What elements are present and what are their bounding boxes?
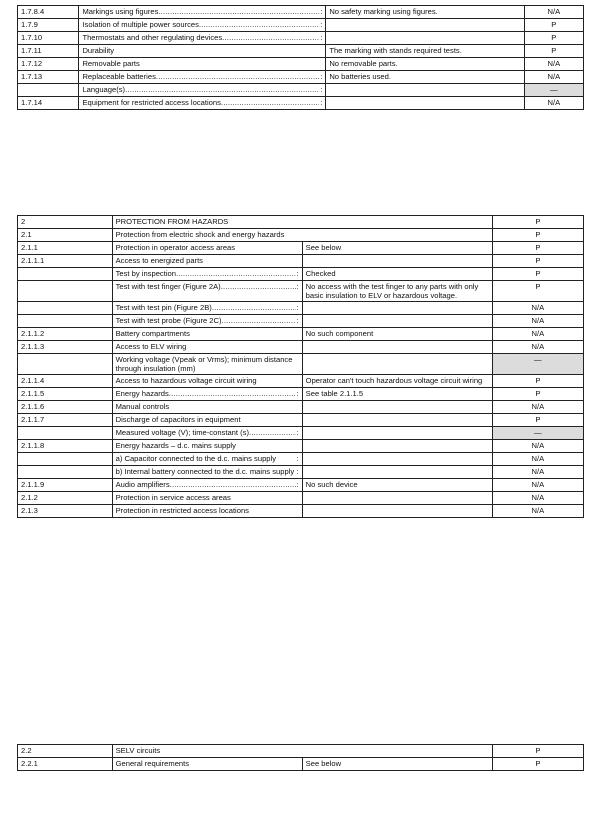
table-row [18,97,584,110]
verdict-cell: P [524,45,583,58]
clause-number: 2.1 [18,229,113,242]
leader-colon: : [296,454,299,463]
requirement-cell [112,388,302,401]
clause-table-3 [17,744,584,771]
requirement-text: Equipment for restricted access locations [82,98,221,107]
requirement-text: Access to energized parts [115,256,203,265]
verdict-cell: N/A [492,466,583,479]
result-remark: No such component [302,328,492,341]
requirement-cell [79,19,326,32]
leader-colon: : [296,467,299,476]
leader-colon: : [296,480,299,489]
verdict-cell: N/A [492,401,583,414]
requirement-cell [112,315,302,328]
leader-colon: : [296,282,299,291]
clause-number: 2.1.1.7 [18,414,113,427]
verdict-cell: P [492,268,583,281]
requirement-text: SELV circuits [115,746,161,755]
verdict-cell: N/A [492,440,583,453]
verdict-cell: N/A [492,492,583,505]
verdict-cell: P [492,216,583,229]
result-remark [302,341,492,354]
verdict-cell: N/A [492,302,583,315]
verdict-cell: N/A [524,97,583,110]
clause-number [18,354,113,375]
clause-number: 2.1.1 [18,242,113,255]
requirement-text: Energy hazards – d.c. mains supply [115,441,236,450]
verdict-cell: P [492,255,583,268]
leader-dots [199,20,319,29]
table-row [18,6,584,19]
requirement-cell [112,216,492,229]
requirement-cell [112,401,302,414]
requirement-text: Energy hazards [115,389,169,398]
table-row [18,268,584,281]
clause-number: 2.2.1 [18,758,113,771]
table-row [18,315,584,328]
leader-colon: : [296,316,299,325]
verdict-cell: N/A [492,315,583,328]
requirement-cell [79,32,326,45]
requirement-text: Test with test pin (Figure 2B) [115,303,212,312]
result-remark [302,255,492,268]
verdict-cell: N/A [524,6,583,19]
clause-number: 1.7.12 [18,58,79,71]
result-remark: No batteries used. [326,71,524,84]
table-row [18,479,584,492]
result-remark [326,32,524,45]
requirement-text: Removable parts [82,59,140,68]
requirement-text: Working voltage (Vpeak or Vrms); minimum distance through insulation (mm) [115,355,293,373]
table-row [18,341,584,354]
table-row [18,216,584,229]
clause-number [18,281,113,302]
leader-dots [170,480,296,489]
leader-dots [249,428,296,437]
requirement-cell [79,84,326,97]
clause-number [18,453,113,466]
requirement-cell [112,414,302,427]
clause-number: 2.1.1.4 [18,375,113,388]
leader-dots [158,7,319,16]
result-remark: Operator can't touch hazardous voltage circuit wiring [302,375,492,388]
table-row [18,427,584,440]
requirement-text: Access to hazardous voltage circuit wiring [115,376,257,385]
clause-number: 1.7.13 [18,71,79,84]
verdict-cell: P [492,375,583,388]
result-remark [302,354,492,375]
requirement-cell [79,6,326,19]
leader-dots [222,316,296,325]
requirement-text: Audio amplifiers [115,480,170,489]
table-row [18,388,584,401]
table-row [18,492,584,505]
clause-number: 2.1.1.3 [18,341,113,354]
clause-number: 2.1.1.2 [18,328,113,341]
requirement-text: Markings using figures [82,7,159,16]
requirement-cell [112,302,302,315]
verdict-cell: — [524,84,583,97]
leader-colon: : [296,428,299,437]
clause-number [18,315,113,328]
requirement-text: Isolation of multiple power sources [82,20,199,29]
clause-number: 2.1.1.5 [18,388,113,401]
result-remark: The marking with stands required tests. [326,45,524,58]
leader-dots [221,98,319,107]
leader-colon: : [320,98,323,107]
clause-number: 2.1.1.8 [18,440,113,453]
clause-number [18,268,113,281]
requirement-text: Access to ELV wiring [115,342,187,351]
table-row [18,242,584,255]
table-row [18,375,584,388]
result-remark [302,505,492,518]
requirement-text: Protection in restricted access locations [115,506,249,515]
requirement-cell [112,505,302,518]
leader-colon: : [296,303,299,312]
table-row [18,84,584,97]
clause-number [18,302,113,315]
leader-dots [212,303,296,312]
leader-colon: : [320,72,323,81]
leader-dots [169,389,296,398]
requirement-cell [112,375,302,388]
requirement-text: Protection from electric shock and energy hazards [115,230,285,239]
table-row [18,354,584,375]
requirement-text: Replaceable batteries [82,72,156,81]
verdict-cell: N/A [492,341,583,354]
result-remark [302,440,492,453]
clause-table-2 [17,215,584,518]
verdict-cell: P [492,745,583,758]
table-row [18,745,584,758]
requirement-text: PROTECTION FROM HAZARDS [115,217,229,226]
clause-number: 1.7.14 [18,97,79,110]
leader-colon: : [320,7,323,16]
requirement-cell [79,71,326,84]
requirement-cell [112,242,302,255]
requirement-text: Test by inspection [115,269,176,278]
requirement-cell [112,354,302,375]
requirement-cell [79,58,326,71]
leader-dots [156,72,319,81]
clause-number: 1.7.8.4 [18,6,79,19]
table-row [18,71,584,84]
verdict-cell: N/A [524,71,583,84]
clause-number: 2.2 [18,745,113,758]
clause-number: 2.1.1.1 [18,255,113,268]
requirement-cell [112,440,302,453]
result-remark [302,315,492,328]
requirement-text: Manual controls [115,402,170,411]
requirement-cell [79,97,326,110]
verdict-cell: P [524,32,583,45]
result-remark [302,453,492,466]
requirement-text: Protection in service access areas [115,493,231,502]
table-row [18,453,584,466]
requirement-text: Battery compartments [115,329,190,338]
verdict-cell: — [492,427,583,440]
verdict-cell: P [492,229,583,242]
requirement-cell [112,479,302,492]
clause-number: 1.7.9 [18,19,79,32]
result-remark [326,97,524,110]
requirement-text: Thermostats and other regulating devices [82,33,223,42]
requirement-cell [112,268,302,281]
leader-dots [221,282,296,291]
requirement-cell [112,255,302,268]
requirement-cell [112,328,302,341]
clause-number: 1.7.10 [18,32,79,45]
requirement-text: General requirements [115,759,190,768]
requirement-text: Test with test probe (Figure 2C) [115,316,222,325]
table-row [18,328,584,341]
verdict-cell: P [492,414,583,427]
leader-dots [222,33,319,42]
clause-table-1 [17,5,584,110]
clause-number [18,84,79,97]
clause-number: 2.1.1.6 [18,401,113,414]
result-remark [302,492,492,505]
requirement-text: a) Capacitor connected to the d.c. mains supply [115,454,277,463]
leader-colon: : [320,33,323,42]
requirement-cell [112,466,302,479]
table-row [18,302,584,315]
requirement-cell [79,45,326,58]
clause-number: 2.1.2 [18,492,113,505]
verdict-cell: — [492,354,583,375]
requirement-text: Durability [82,46,115,55]
verdict-cell: P [524,19,583,32]
requirement-cell [112,745,492,758]
requirement-text: Measured voltage (V); time-constant (s) [115,428,249,437]
table-row [18,401,584,414]
requirement-cell [112,427,302,440]
clause-number: 2 [18,216,113,229]
table-row [18,58,584,71]
leader-dots [125,85,319,94]
verdict-cell: N/A [524,58,583,71]
result-remark [326,19,524,32]
clause-number: 2.1.1.9 [18,479,113,492]
table-row [18,255,584,268]
requirement-text: Test with test finger (Figure 2A) [115,282,221,291]
clause-number [18,466,113,479]
requirement-cell [112,341,302,354]
requirement-cell [112,758,302,771]
result-remark [302,427,492,440]
verdict-cell: N/A [492,453,583,466]
result-remark: No safety marking using figures. [326,6,524,19]
table-row [18,19,584,32]
table-row [18,414,584,427]
verdict-cell: N/A [492,328,583,341]
clause-number: 1.7.11 [18,45,79,58]
result-remark: No access with the test finger to any parts with only basic insulation to ELV or hazardous voltage. [302,281,492,302]
result-remark: Checked [302,268,492,281]
result-remark: No removable parts. [326,58,524,71]
verdict-cell: P [492,388,583,401]
requirement-text: Protection in operator access areas [115,243,236,252]
requirement-cell [112,453,302,466]
verdict-cell: N/A [492,505,583,518]
table-row [18,45,584,58]
table-row [18,758,584,771]
requirement-cell [112,492,302,505]
leader-colon: : [296,269,299,278]
result-remark: See below [302,758,492,771]
result-remark [302,466,492,479]
result-remark: See table 2.1.1.5 [302,388,492,401]
leader-colon: : [320,85,323,94]
clause-number [18,427,113,440]
table-row [18,505,584,518]
table-row [18,229,584,242]
result-remark [302,302,492,315]
verdict-cell: P [492,242,583,255]
result-remark: No such device [302,479,492,492]
requirement-text: Discharge of capacitors in equipment [115,415,241,424]
leader-colon: : [320,20,323,29]
leader-dots [176,269,296,278]
result-remark [302,414,492,427]
table-row [18,466,584,479]
requirement-text: b) Internal battery connected to the d.c. mains supply [115,467,295,476]
leader-colon: : [296,389,299,398]
clause-number: 2.1.3 [18,505,113,518]
verdict-cell: P [492,281,583,302]
table-row [18,32,584,45]
result-remark [326,84,524,97]
result-remark [302,401,492,414]
verdict-cell: N/A [492,479,583,492]
verdict-cell: P [492,758,583,771]
requirement-cell [112,281,302,302]
result-remark: See below [302,242,492,255]
requirement-cell [112,229,492,242]
table-row [18,281,584,302]
requirement-text: Language(s) [82,85,126,94]
table-row [18,440,584,453]
